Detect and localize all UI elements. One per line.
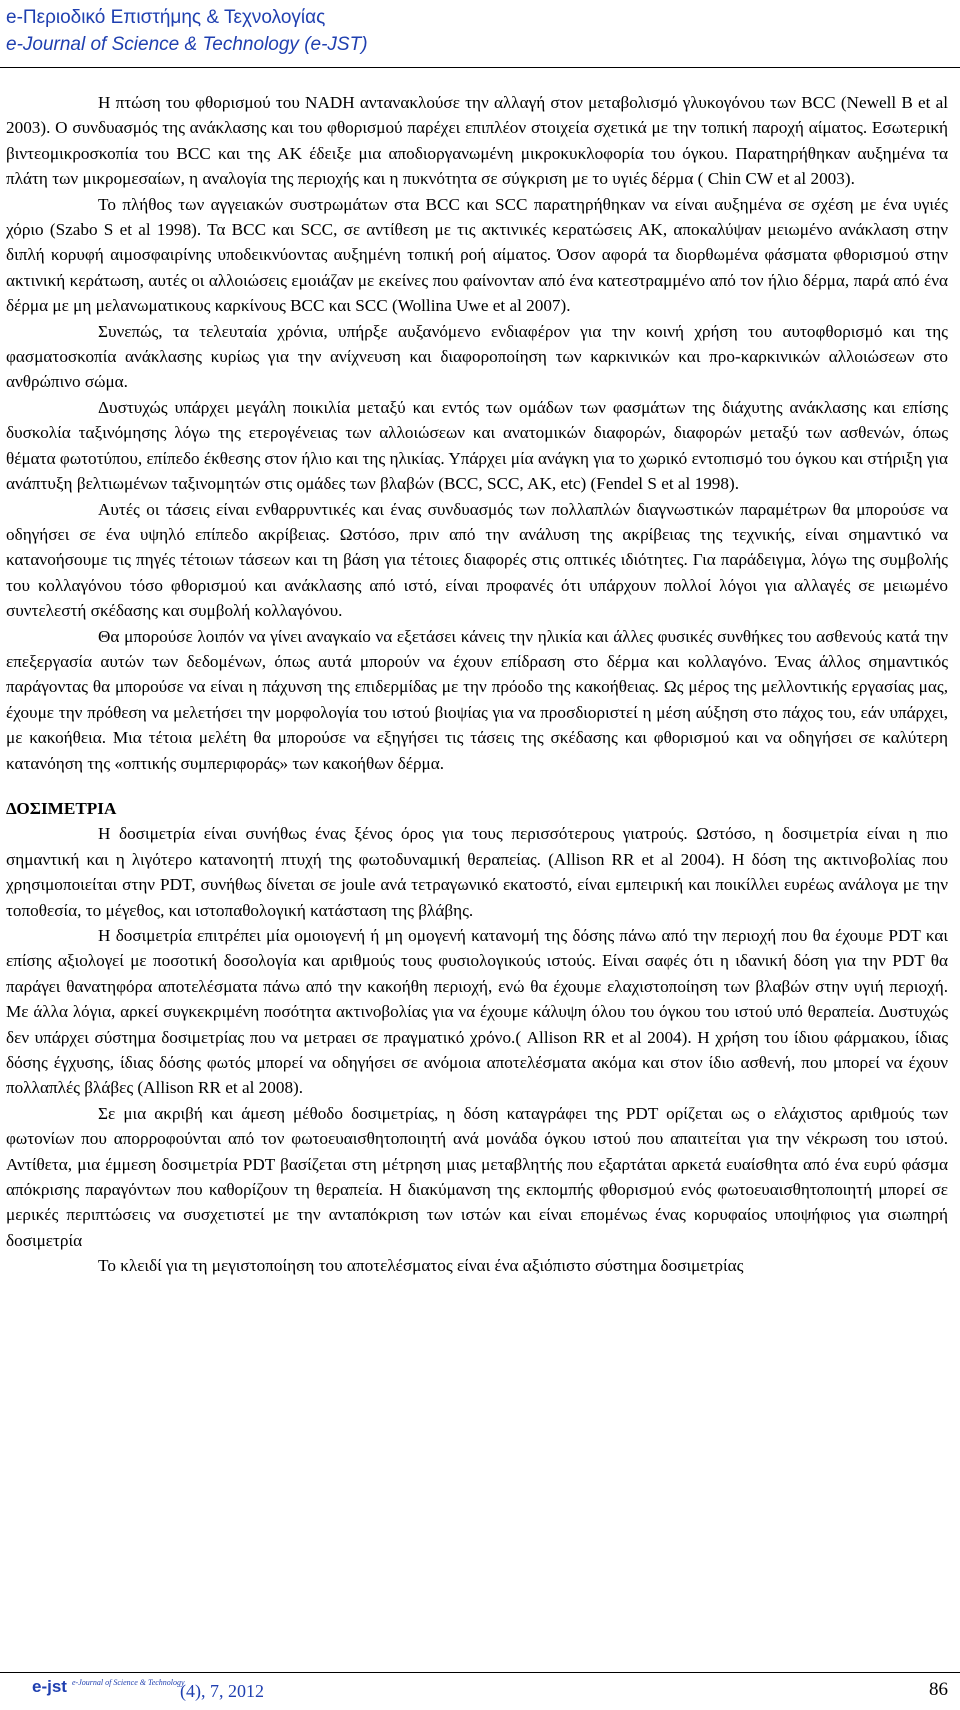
paragraph: Η δοσιμετρία είναι συνήθως ένας ξένος όρος για τους περισσότερους γιατρούς. Ωστόσο, η δοσιμετρία είναι η πιο σημαντική και η λιγότερο κατανοητή πτυχή της φωτοδυναμική θεραπείας. (Allison RR et al 2004). Η δόση της ακτινοβολίας που χρησιμοποιείται στην PDT, συνήθως δίνεται σε joule ανά τετραγωνικό εκατοστό, είναι εμπειρική και ποικίλλει ευρέως ανάλογα με την τοποθεσία, το μέγεθος, και ιστοπαθολογική κατάσταση της βλάβης. <box>6 824 948 920</box>
article-body <box>6 90 948 1279</box>
journal-title-english: e-Journal of Science & Technology (e-JST) <box>6 34 368 55</box>
paragraph: Η δοσιμετρία επιτρέπει μία ομοιογενή ή μη ομογενή κατανομή της δόσης πάνω από την περιοχή που θα έχουμε PDT και επίσης αξιολογεί με ποσοτική δοσολογία και αριθμούς τους φυσιολογικούς ιστούς. Είναι σαφές ότι η ιδανική δόση για την PDT θα παράγει θανατηφόρα αποτελέσματα πάνω από την κακοήθη περιοχή, ενώ θα έχουμε ελαχιστοποίηση των βλαβών στην υγιή περιοχή. Με άλλα λόγια, αρκεί συγκεκριμένη ποσότητα ακτινοβολίας για να έχουμε κάλυψη όλου του όγκου του ιστού υπό θεραπεία. Δυστυχώς δεν υπάρχει σύστημα δοσιμετρίας που να μετραει σε πραγματικό χρόνο.( Allison RR et al 2004). Η χρήση του ίδιου φάρμακου, ίδιας δόσης έγχυσης, ίδιας δόσης φωτός μπορεί να οδηγήσει σε ανόμοια αποτελέσματα ακόμα και στον ίδιο ασθενή, που μπορεί να έχουν πολλαπλές βλάβες (Allison RR et al 2008). <box>6 926 948 1098</box>
issue-info: (4), 7, 2012 <box>180 1681 264 1701</box>
journal-header <box>6 4 368 58</box>
paragraph: Η πτώση του φθορισμού του NADH αντανακλούσε την αλλαγή στον μεταβολισμό γλυκογόνου των BCC (Newell B et al 2003). Ο συνδυασμός της ανάκλασης και του φθορισμού παρέχει επιπλέον στοιχεία σχετικά με την τοπική παροχή αίματος. Εσωτερική βιντεομικροσκοπία του BCC και της AK έδειξε μια αποδιοργανωμένη μικροκυκλοφορία του όγκου. Παρατηρήθηκαν αυξημένα τα πλάτη των μικρομεσαίων, η αναλογία της περιοχής και η πυκνότητα σε σύγκριση με το υγιές δέρμα ( Chin CW et al 2003). <box>6 93 948 189</box>
paragraph: Δυστυχώς υπάρχει μεγάλη ποικιλία μεταξύ και εντός των ομάδων των φασμάτων της διάχυτης ανάκλασης και επίσης δυσκολία ταξινόμησης λόγω της ετερογένειας των αλλοιώσεων και ανατομικών διαφορών, διαφορών μεταξύ των ασθενών, όπως θέματα φωτοτύπου, επίπεδο έκθεσης στον ήλιο και της ηλικίας. Υπάρχει μία ανάγκη για το χωρικό εντοπισμό του όγκου και στήριξη για ανάπτυξη βελτιωμένων ταξινομητών στις ομάδες των βλαβών (BCC, SCC, AK, etc) (Fendel S et al 1998). <box>6 397 948 494</box>
paragraph: Το πλήθος των αγγειακών συστρωμάτων στα BCC και SCC παρατηρήθηκαν να είναι αυξημένα σε σχέση με ένα υγιές χόριο (Szabo S et al 1998). Τα BCC και SCC, σε αντίθεση με τις ακτινικές κερατώσεις AK, αποκαλύψαν μειωμένο ανάκλαση στην διπλή κορυφή αιμοσφαιρίνης υποδεικνύοντας αυξημένη τοπική ροή αίματος. Όσον αφορά τα διορθωμένα φάσματα φθορισμού στην ακτινική κεράτωση, αυτές οι αλλοιώσεις εμοιάζαν με εκείνες που φαίνονταν από ένα κατεστραμμένο από τον ήλιο δέρμα, παρά από ένα δέρμα με μη μελανωματικους καρκίνους BCC και SCC (Wollina Uwe et al 2007). <box>6 194 948 316</box>
header-divider <box>0 67 960 68</box>
paragraph: Το κλειδί για τη μεγιστοποίηση του αποτελέσματος είναι ένα αξιόπιστο σύστημα δοσιμετρίας <box>98 1256 744 1276</box>
logo-subtitle: e-Journal of Science & Technology <box>72 1678 185 1687</box>
paragraph: Θα μπορούσε λοιπόν να γίνει αναγκαίο να εξετάσει κάνεις την ηλικία και άλλες φυσικές συνθήκες του ασθενούς κατά την επεξεργασία αυτών των δεδομένων, όπως αυτά μπορούν να έχουν επίδραση στο δέρμα και κολλαγόνο. Ένας άλλος σημαντικός παράγοντας θα μπορούσε να είναι η πάχυνση της επιδερμίδας με την πρόοδο της κακοήθειας. Ως μέρος της μελλοντικής εργασίας μας, έχουμε την πρόθεση να μελετήσει την μορφολογία του ιστού βιοψίας για να προσδιοριστεί η μέση αύξηση στο πάχος του, εάν υπάρχει, με κακοήθεια. Μια τέτοια μελέτη θα μπορούσε να εξηγήσει τις τάσεις της σκέδασης και φθορισμού και να οδηγήσει σε καλύτερη κατανόηση της «οπτικής συμπεριφοράς» των κακοήθων δέρμα. <box>6 626 948 773</box>
journal-logo <box>32 1677 185 1701</box>
logo-text: e-jst <box>32 1677 67 1696</box>
paragraph: Σε μια ακριβή και άμεση μέθοδο δοσιμετρίας, η δόση καταγράφει της PDT ορίζεται ως ο ελάχιστος αριθμούς των φωτονίων που απορροφούνται από τον φωτοευαισθητοποιητή ανά μονάδα όγκου ιστού που απαιτείται για την νέκρωση του ιστού. Αντίθετα, μια έμμεση δοσιμετρία PDT βασίζεται στη μέτρηση μιας μεταβλητής που εξαρτάται αρκετά ευαίσθητα από ένα ευρύ φάσμα απόκρισης παραγόντων που καθορίζουν τη θεραπεία. Η διακύμανση της εκπομπής φθορισμού ενός φωτοευαισθητοποιητή μπορεί σε μερικές περιπτώσεις να συσχετιστεί με την ανταπόκριση των ιστών και είναι επομένως ένας κορυφαίος υποψήφιος για σιωπηρή δοσιμετρία <box>6 1103 948 1250</box>
page-footer <box>0 1677 960 1707</box>
journal-title-greek: e-Περιοδικό Επιστήμης & Τεχνολογίας <box>6 7 326 28</box>
paragraph: Αυτές οι τάσεις είναι ενθαρρυντικές και ένας συνδυασμός των πολλαπλών διαγνωστικών παραμέτρων θα μπορούσε να οδηγήσει σε ένα υψηλό επίπεδο ακρίβειας. Ωστόσο, πριν από την ανάλυση της ακρίβειας της τεχνικής, είναι σημαντικό να κατανοήσουμε τις πηγές τέτοιων τάσεων και τη βάση για τέτοιες διαφορές στις οπτικές ιδιότητες. Για παράδειγμα, λόγω της συμβολής του κολλαγόνου τόσο φθορισμού και ανάκλασης από ιστό, είναι προφανές ότι υπάρχουν πολλοί λόγοι για αλλαγές σε μειωμένο συντελεστή σκέδασης και συμβολή κολλαγόνου. <box>6 499 948 621</box>
section-heading: ΔΟΣΙΜΕΤΡΙΑ <box>6 798 117 818</box>
page-number: 86 <box>929 1679 948 1700</box>
footer-divider <box>0 1672 960 1673</box>
paragraph: Συνεπώς, τα τελευταία χρόνια, υπήρξε αυξανόμενο ενδιαφέρον για την κοινή χρήση του αυτοφθορισμό και της φασματοσκοπία ανάκλασης κυρίως για την ανίχνευση και διαφοροποίηση των καρκινικών και προ-καρκινικών αλλοιώσεων στο ανθρώπινο σώμα. <box>6 321 948 392</box>
section-spacer <box>6 776 948 796</box>
